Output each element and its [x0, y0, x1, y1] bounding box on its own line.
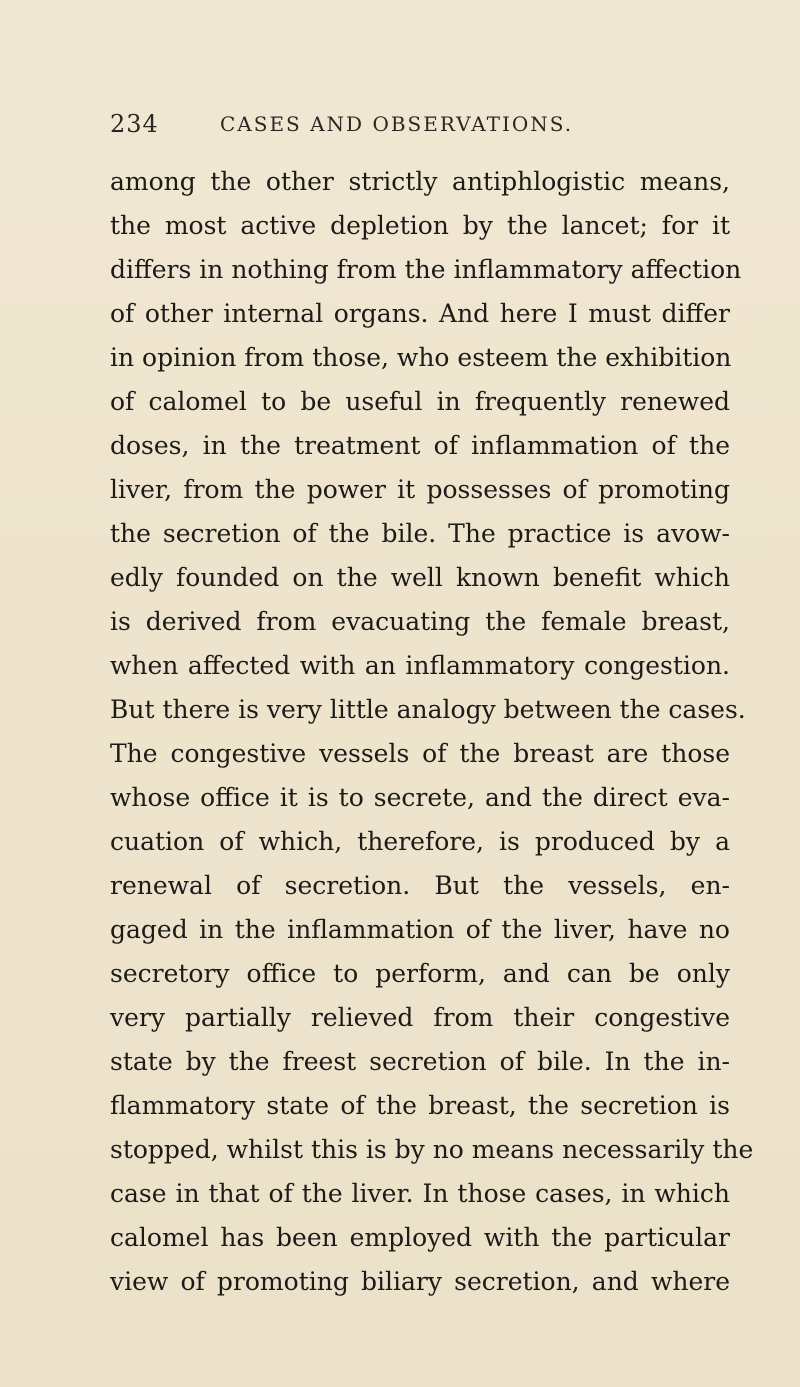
text-line: stopped, whilst this is by no means necessarily the	[110, 1135, 754, 1164]
running-title: CASES AND OBSERVATIONS.	[220, 112, 574, 136]
text-line: But there is very little analogy between the cases.	[110, 695, 746, 724]
text-line: state by the freest secretion of bile. In the in-	[110, 1047, 730, 1076]
text-line: view of promoting biliary secretion, and where	[110, 1267, 730, 1296]
text-line: liver, from the power it possesses of promoting	[110, 475, 730, 504]
text-line: renewal of secretion. But the vessels, en-	[110, 871, 730, 900]
text-line: gaged in the inflammation of the liver, have no	[110, 915, 730, 944]
text-line: of calomel to be useful in frequently renewed	[110, 387, 730, 416]
text-line: secretory office to perform, and can be only	[110, 959, 730, 988]
text-line: of other internal organs. And here I must differ	[110, 299, 730, 328]
text-line: doses, in the treatment of inflammation of the	[110, 431, 730, 460]
text-line: cuation of which, therefore, is produced by a	[110, 827, 730, 856]
text-line: edly founded on the well known benefit which	[110, 563, 730, 592]
page-number: 234	[110, 110, 159, 138]
text-line: the secretion of the bile. The practice is avow-	[110, 519, 730, 548]
text-line: flammatory state of the breast, the secretion is	[110, 1091, 730, 1120]
text-line: differs in nothing from the inflammatory affection	[110, 255, 742, 284]
text-line: is derived from evacuating the female breast,	[110, 607, 730, 636]
text-line: case in that of the liver. In those cases, in which	[110, 1179, 730, 1208]
running-head	[110, 110, 710, 144]
text-line: The congestive vessels of the breast are those	[110, 739, 730, 768]
text-line: in opinion from those, who esteem the exhibition	[110, 343, 732, 372]
text-line: among the other strictly antiphlogistic means,	[110, 167, 730, 196]
text-line: whose office it is to secrete, and the direct eva-	[110, 783, 730, 812]
text-line: when affected with an inflammatory congestion.	[110, 651, 730, 680]
text-line: very partially relieved from their congestive	[110, 1003, 730, 1032]
text-line: calomel has been employed with the particular	[110, 1223, 730, 1252]
body-text	[110, 160, 754, 1304]
text-line: the most active depletion by the lancet; for it	[110, 211, 730, 240]
